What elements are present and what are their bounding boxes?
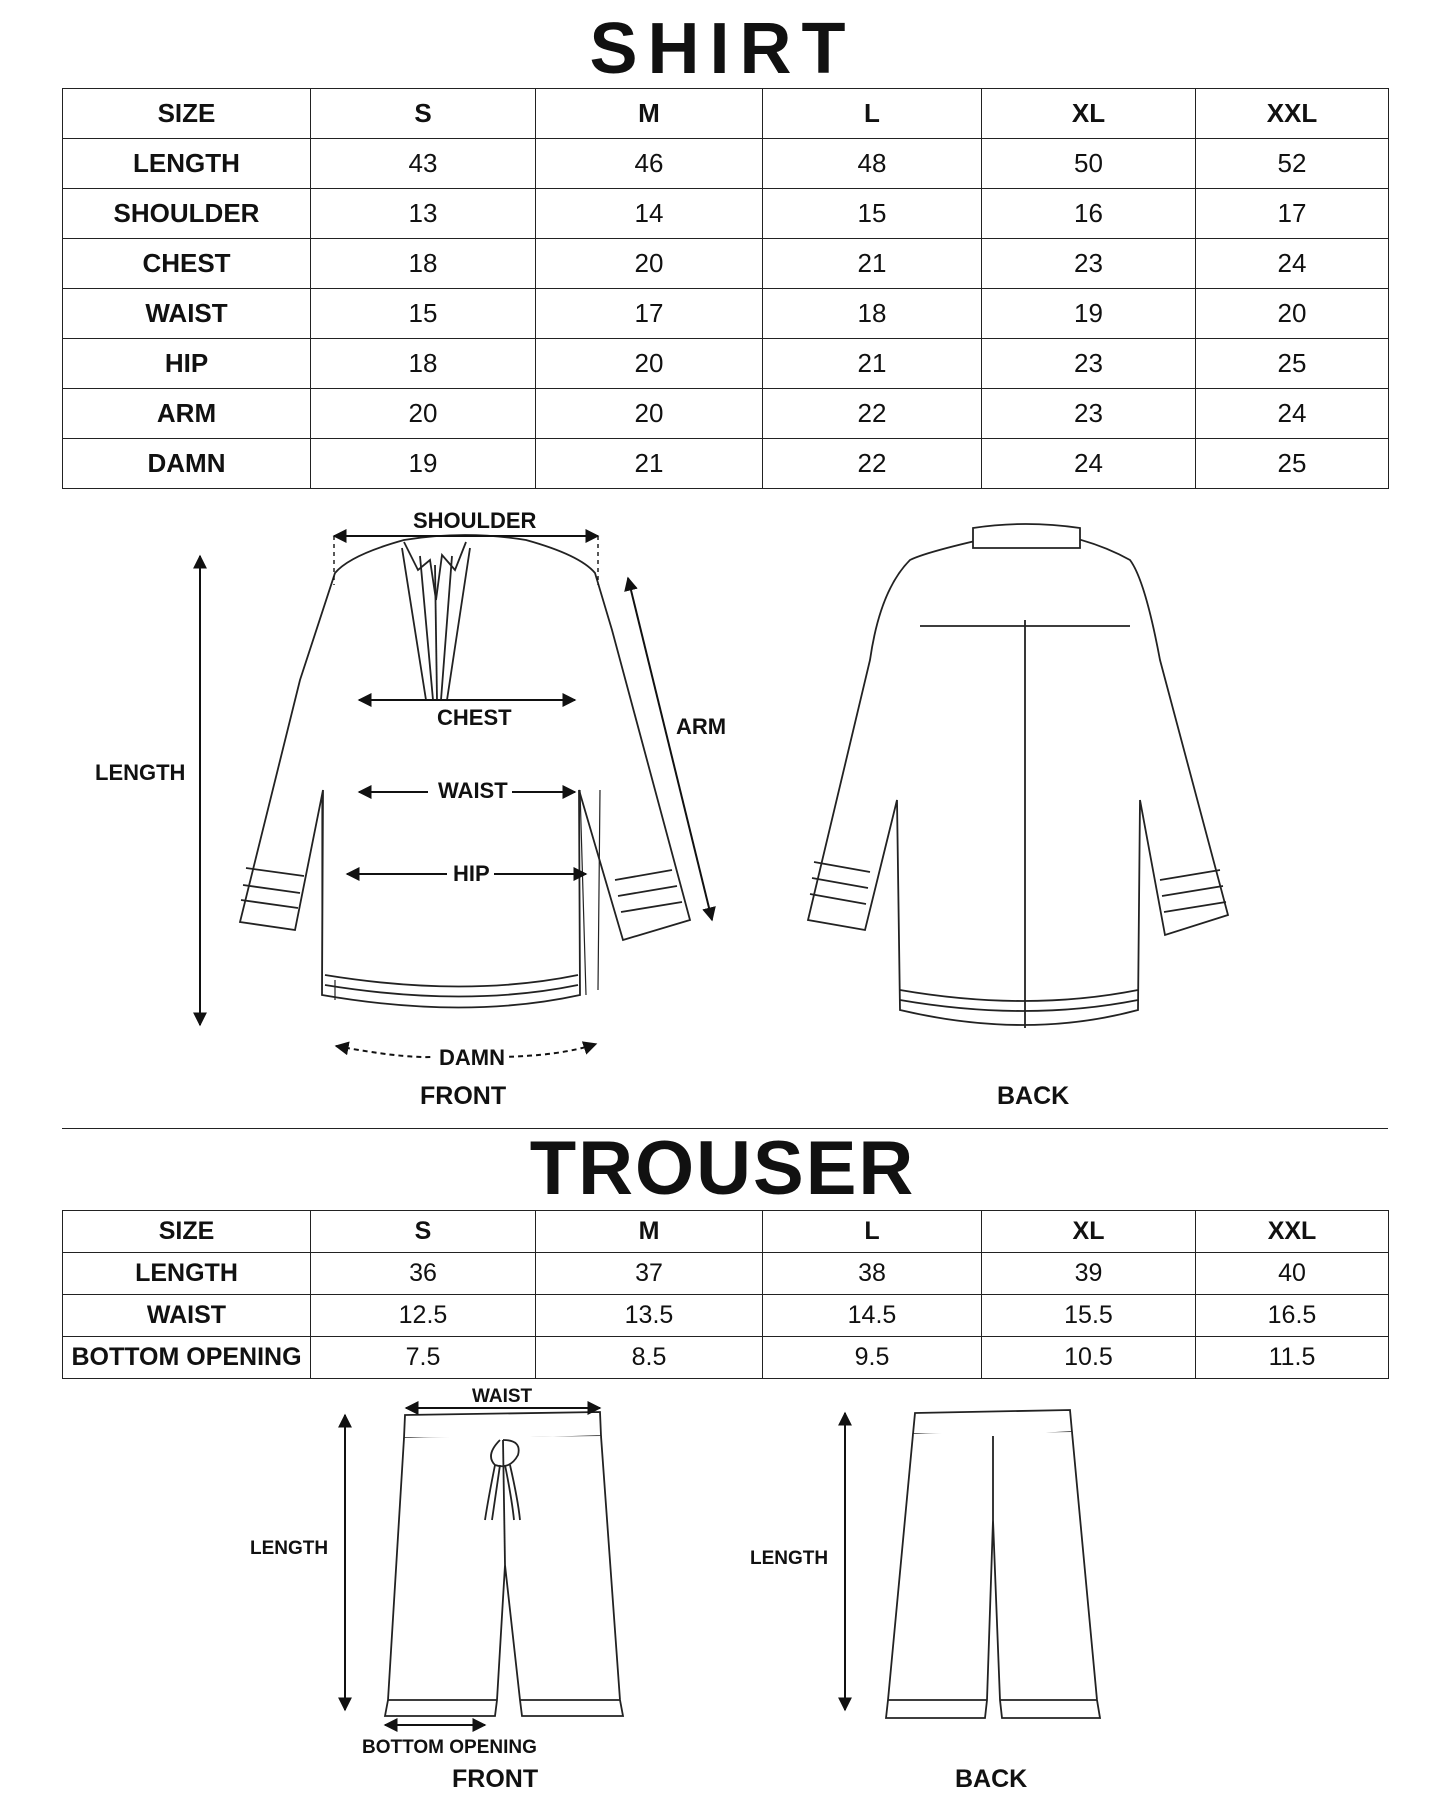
- row-label: ARM: [63, 389, 311, 439]
- table-cell: 21: [763, 239, 982, 289]
- chest-label: CHEST: [433, 705, 516, 731]
- header-cell: S: [311, 1211, 536, 1253]
- table-cell: 18: [311, 239, 536, 289]
- table-cell: 15: [763, 189, 982, 239]
- table-cell: 50: [982, 139, 1196, 189]
- row-label: CHEST: [63, 239, 311, 289]
- trouser-back-drawing: [886, 1410, 1100, 1718]
- row-label: LENGTH: [63, 139, 311, 189]
- table-cell: 52: [1196, 139, 1389, 189]
- shirt-back-caption: BACK: [997, 1082, 1070, 1110]
- header-cell: SIZE: [63, 89, 311, 139]
- table-cell: 17: [1196, 189, 1389, 239]
- table-row: [63, 1295, 1389, 1337]
- trouser-size-table: [62, 1210, 1389, 1379]
- table-cell: 7.5: [311, 1337, 536, 1379]
- table-cell: 24: [982, 439, 1196, 489]
- header-cell: SIZE: [63, 1211, 311, 1253]
- table-cell: 22: [763, 389, 982, 439]
- damn-label: DAMN: [435, 1045, 509, 1071]
- shirt-front-caption: FRONT: [420, 1082, 507, 1110]
- table-cell: 20: [536, 239, 763, 289]
- table-cell: 13: [311, 189, 536, 239]
- table-cell: 25: [1196, 439, 1389, 489]
- table-cell: 38: [763, 1253, 982, 1295]
- header-cell: M: [536, 1211, 763, 1253]
- table-row: [63, 1337, 1389, 1379]
- table-cell: 23: [982, 239, 1196, 289]
- row-label: HIP: [63, 339, 311, 389]
- shirt-front-drawing: [240, 535, 690, 1008]
- table-cell: 24: [1196, 239, 1389, 289]
- header-cell: XL: [982, 89, 1196, 139]
- table-cell: 9.5: [763, 1337, 982, 1379]
- trouser-back-caption: BACK: [955, 1765, 1028, 1793]
- header-cell: XL: [982, 1211, 1196, 1253]
- table-cell: 43: [311, 139, 536, 189]
- row-label: LENGTH: [63, 1253, 311, 1295]
- header-cell: M: [536, 89, 763, 139]
- table-cell: 14.5: [763, 1295, 982, 1337]
- trouser-length-back-label: LENGTH: [750, 1548, 829, 1569]
- shirt-back-drawing: [808, 524, 1228, 1028]
- table-cell: 18: [311, 339, 536, 389]
- table-cell: 40: [1196, 1253, 1389, 1295]
- header-cell: XXL: [1196, 1211, 1389, 1253]
- length-label: LENGTH: [95, 760, 186, 785]
- table-cell: 11.5: [1196, 1337, 1389, 1379]
- table-cell: 48: [763, 139, 982, 189]
- row-label: DAMN: [63, 439, 311, 489]
- table-cell: 17: [536, 289, 763, 339]
- trouser-front-caption: FRONT: [452, 1765, 539, 1793]
- table-cell: 14: [536, 189, 763, 239]
- shoulder-label: SHOULDER: [413, 508, 537, 533]
- table-cell: 16: [982, 189, 1196, 239]
- waist-label: WAIST: [434, 778, 512, 804]
- row-label: WAIST: [63, 1295, 311, 1337]
- table-cell: 46: [536, 139, 763, 189]
- header-cell: L: [763, 89, 982, 139]
- row-label: BOTTOM OPENING: [63, 1337, 311, 1379]
- table-cell: 15.5: [982, 1295, 1196, 1337]
- header-cell: L: [763, 1211, 982, 1253]
- table-cell: 21: [536, 439, 763, 489]
- table-cell: 10.5: [982, 1337, 1196, 1379]
- table-cell: 15: [311, 289, 536, 339]
- table-cell: 16.5: [1196, 1295, 1389, 1337]
- shirt-title: SHIRT: [589, 9, 856, 89]
- table-cell: 20: [536, 389, 763, 439]
- trouser-title: TROUSER: [529, 1126, 916, 1211]
- table-cell: 19: [982, 289, 1196, 339]
- table-cell: 20: [1196, 289, 1389, 339]
- row-label: SHOULDER: [63, 189, 311, 239]
- table-cell: 12.5: [311, 1295, 536, 1337]
- table-cell: 19: [311, 439, 536, 489]
- table-cell: 22: [763, 439, 982, 489]
- table-cell: 24: [1196, 389, 1389, 439]
- table-cell: 23: [982, 389, 1196, 439]
- trouser-front-drawing: [385, 1412, 623, 1716]
- trouser-waist-label: WAIST: [472, 1386, 533, 1407]
- table-cell: 37: [536, 1253, 763, 1295]
- table-cell: 13.5: [536, 1295, 763, 1337]
- table-row: [63, 1253, 1389, 1295]
- table-cell: 39: [982, 1253, 1196, 1295]
- table-cell: 23: [982, 339, 1196, 389]
- table-cell: 25: [1196, 339, 1389, 389]
- trouser-length-front-label: LENGTH: [250, 1538, 329, 1559]
- table-cell: 20: [311, 389, 536, 439]
- table-cell: 20: [536, 339, 763, 389]
- header-cell: XXL: [1196, 89, 1389, 139]
- bottom-opening-label: BOTTOM OPENING: [362, 1737, 537, 1758]
- table-cell: 36: [311, 1253, 536, 1295]
- row-label: WAIST: [63, 289, 311, 339]
- hip-label: HIP: [449, 861, 494, 887]
- table-cell: 18: [763, 289, 982, 339]
- table-cell: 8.5: [536, 1337, 763, 1379]
- header-cell: S: [311, 89, 536, 139]
- table-cell: 21: [763, 339, 982, 389]
- arm-label: ARM: [676, 714, 727, 739]
- table-header-row: [63, 1211, 1389, 1253]
